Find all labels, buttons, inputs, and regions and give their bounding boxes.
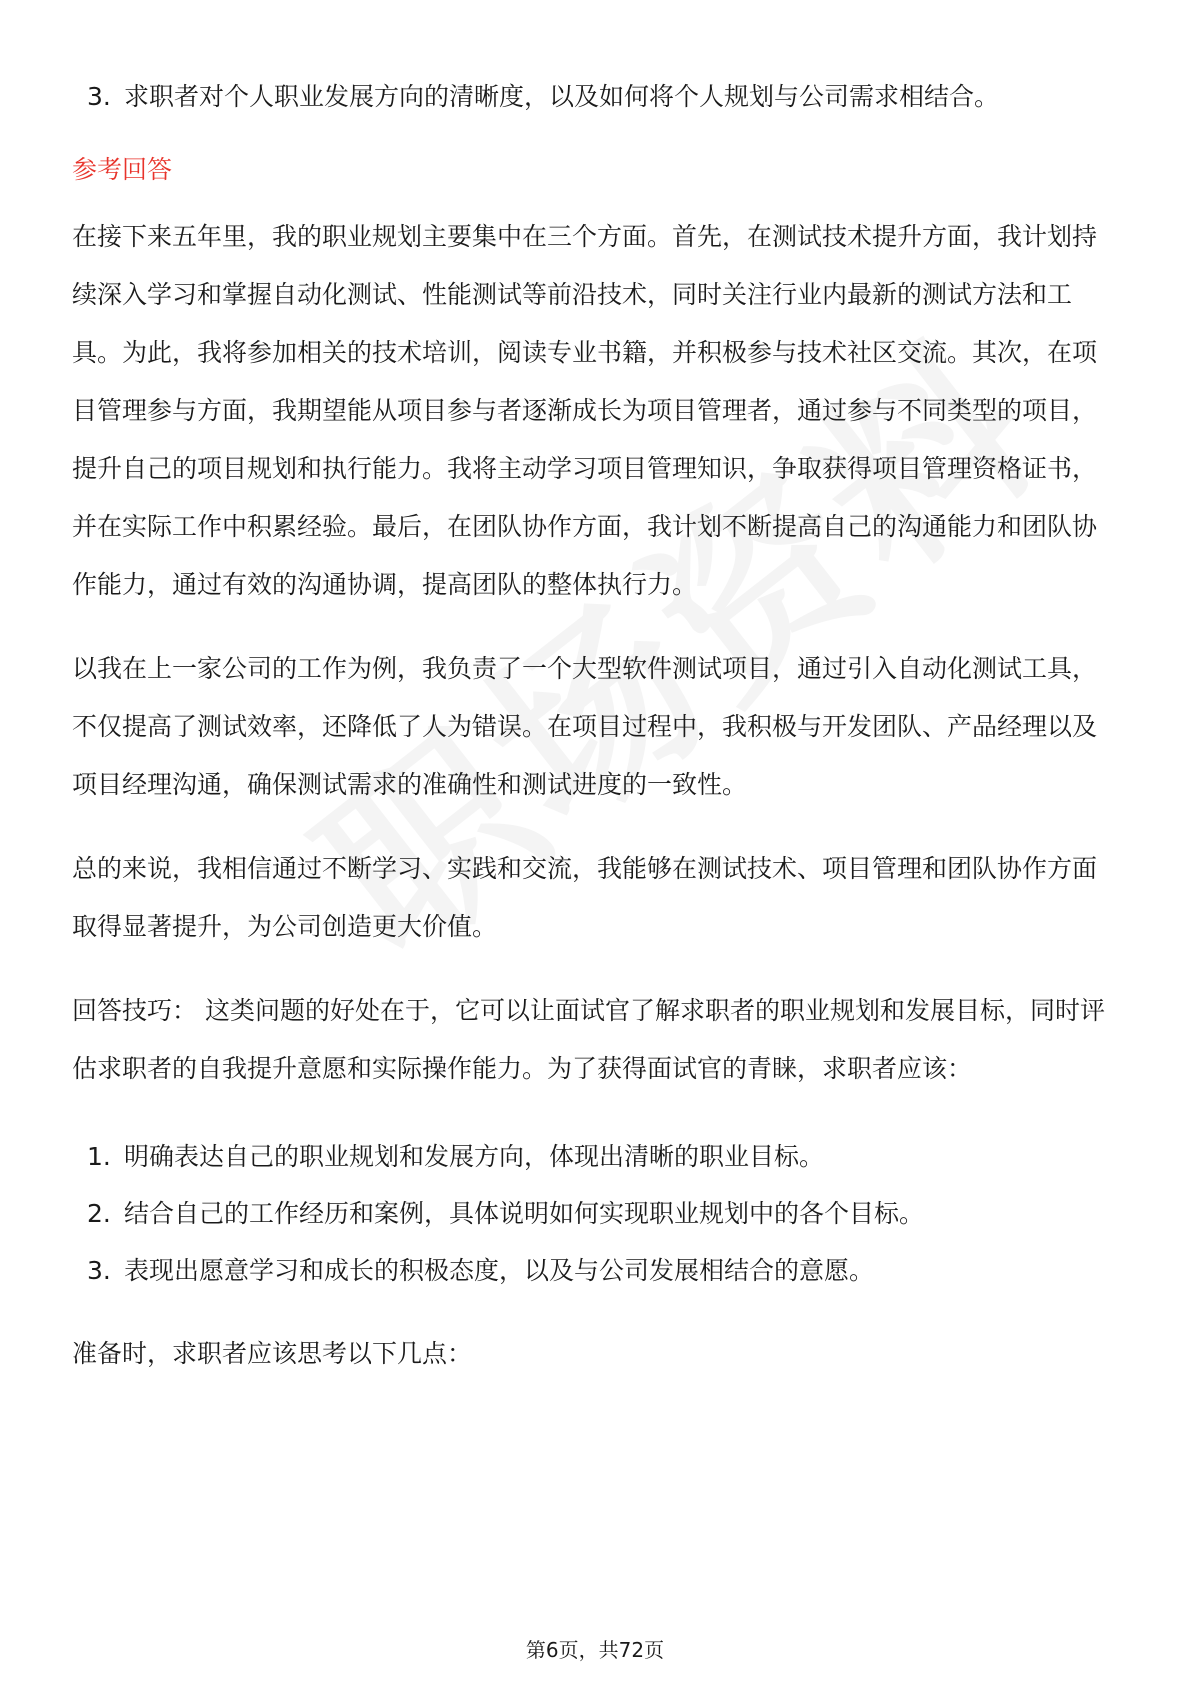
tips-paragraph: 回答技巧： 这类问题的好处在于，它可以让面试官了解求职者的职业规划和发展目标，同时评估求职者的自我提升意愿和实际操作能力。为了获得面试官的青睐，求职者应该： [72,996,1105,1083]
list-item-text: 结合自己的工作经历和案例，具体说明如何实现职业规划中的各个目标。 [124,1199,925,1228]
list-item [72,1242,1118,1299]
list-item [72,1185,1118,1242]
list-item-number: 3. [87,1256,111,1285]
list-item-number: 2. [87,1199,111,1228]
tips-list [72,1128,1118,1299]
list-item-text: 求职者对个人职业发展方向的清晰度，以及如何将个人规划与公司需求相结合。 [124,82,1000,111]
summary-paragraph: 总的来说，我相信通过不断学习、实践和交流，我能够在测试技术、项目管理和团队协作方面取得显著提升，为公司创造更大价值。 [72,854,1098,941]
section-heading: 参考回答 [72,155,173,184]
list-item [72,68,1118,126]
page-content [72,68,1118,1383]
list-item [72,1128,1118,1185]
list-item-text: 表现出愿意学习和成长的积极态度，以及与公司发展相结合的意愿。 [124,1256,875,1285]
list-item-number: 1. [87,1142,111,1171]
page-number: 第6页，共72页 [525,1638,665,1662]
answer-paragraph: 在接下来五年里，我的职业规划主要集中在三个方面。首先，在测试技术提升方面，我计划持续深入学习和掌握自动化测试、性能测试等前沿技术，同时关注行业内最新的测试方法和工具。为此，我将参加相关的技术培训，阅读专业书籍，并积极参与技术社区交流。其次，在项目管理参与方面，我期望能从项目参与者逐渐成长为项目管理者，通过参与不同类型的项目，提升自己的项目规划和执行能力。我将主动学习项目管理知识，争取获得项目管理资格证书，并在实际工作中积累经验。最后，在团队协作方面，我计划不断提高自己的沟通能力和团队协作能力，通过有效的沟通协调，提高团队的整体执行力。 [72,222,1098,599]
example-paragraph: 以我在上一家公司的工作为例，我负责了一个大型软件测试项目，通过引入自动化测试工具，不仅提高了测试效率，还降低了人为错误。在项目过程中，我积极与开发团队、产品经理以及项目经理沟通，确保测试需求的准确性和测试进度的一致性。 [72,654,1098,799]
list-item-number: 3. [87,82,111,111]
closing-paragraph: 准备时，求职者应该思考以下几点： [72,1339,473,1368]
list-item-text: 明确表达自己的职业规划和发展方向，体现出清晰的职业目标。 [124,1142,825,1171]
